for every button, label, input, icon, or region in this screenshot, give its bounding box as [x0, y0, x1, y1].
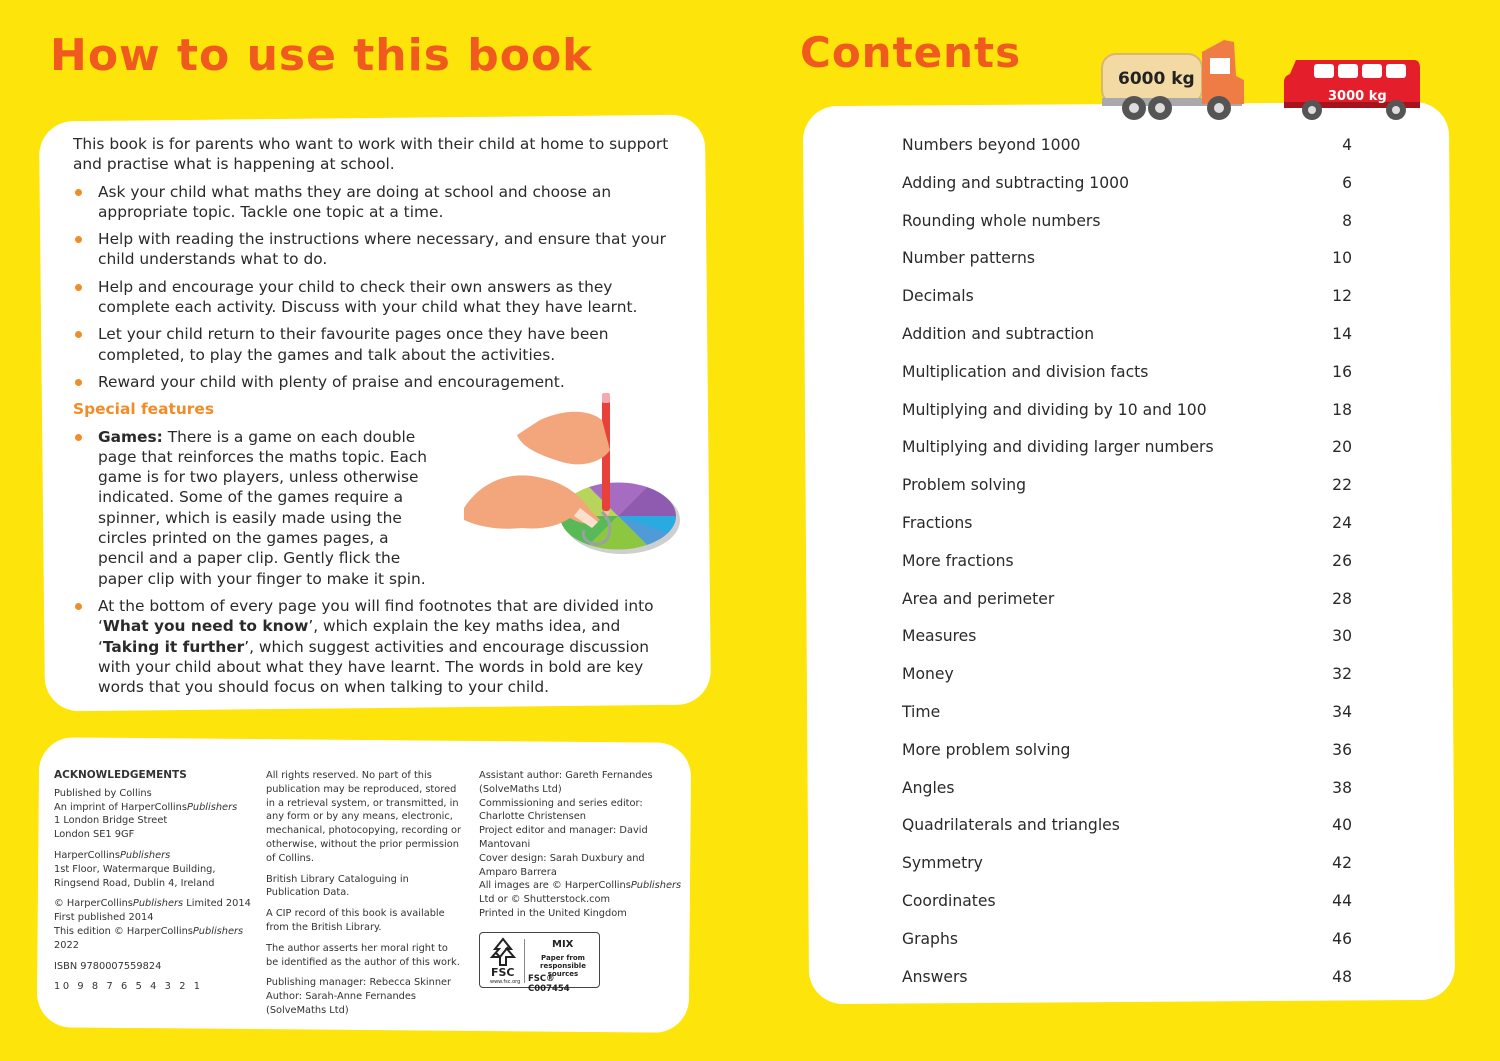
bullet-icon	[75, 379, 82, 386]
fsc-logo	[479, 932, 600, 994]
ireland-address-block: HarperCollinsPublishers 1st Floor, Watermarque Building, Ringsend Road, Dublin 4, Ireland	[54, 849, 216, 889]
fsc-divider	[524, 939, 525, 983]
games-text: There is a game on each double page that reinforces the maths topic. Each game is for two players, unless otherwise indicated. Some of the games require a spinner, which is easily made using the circles printed on the games pages, a pencil and a paper clip. Gently flick the paper clip with your finger to make it spin.	[98, 427, 428, 588]
bullet-icon	[75, 189, 82, 196]
bullet-icon	[75, 603, 82, 610]
bullet-icon	[75, 331, 82, 338]
fsc-mix: MIX	[552, 939, 574, 950]
fsc-code: FSC® C007454	[528, 974, 570, 994]
print-run: 10 9 8 7 6 5 4 3 2 1	[54, 981, 203, 993]
publisher-block: Published by Collins An imprint of HarperCollinsPublishers 1 London Bridge Street London SE1 9GF	[54, 787, 238, 841]
toc-entry[interactable]: Rounding whole numbers 8	[902, 211, 1352, 230]
cataloguing-paragraph: British Library Cataloguing in Publication Data.	[266, 873, 409, 899]
contents-title: Contents	[800, 28, 1022, 77]
credit-line: Cover design: Sarah Duxbury and Amparo Barrera	[479, 852, 645, 878]
acknowledgements-column-3	[479, 769, 683, 921]
toc-entry[interactable]: Money 32	[902, 665, 1352, 684]
bus-weight-label: 3000 kg	[1328, 89, 1387, 104]
special-features-heading: Special features	[73, 400, 214, 419]
toc-entry[interactable]: Coordinates 44	[902, 891, 1352, 910]
toc-entry[interactable]: Area and perimeter 28	[902, 589, 1352, 608]
credit-line: Project editor and manager: David Mantovani	[479, 825, 648, 850]
toc-entry[interactable]: Multiplication and division facts 16	[902, 362, 1352, 381]
toc-entry[interactable]: Addition and subtraction 14	[902, 324, 1352, 343]
fsc-word: FSC	[491, 966, 515, 979]
isbn: ISBN 9780007559824	[54, 960, 162, 972]
copyright-block: © HarperCollinsPublishers Limited 2014 First published 2014 This edition © HarperCollinsPublishers 2022	[54, 898, 251, 951]
toc-entry[interactable]: Adding and subtracting 1000 6	[902, 173, 1352, 192]
how-to-use-title: How to use this book	[50, 30, 593, 81]
list-item: Help with reading the instructions where necessary, and ensure that your child understands what to do.	[73, 229, 673, 270]
bullet-icon	[75, 434, 82, 441]
toc-entry[interactable]: Quadrilaterals and triangles 40	[902, 816, 1352, 835]
credit-line: Commissioning and series editor: Charlotte Christensen	[479, 797, 643, 823]
footnotes-item: At the bottom of every page you will find footnotes that are divided into ‘What you need to know’, which explain the key maths idea, and ‘Taking it further’, which suggest activities and encourage discussion with your child about what they have learnt. The words in bold are key words that you should focus on when talking to your child.	[73, 596, 673, 697]
toc-entry[interactable]: Decimals 12	[902, 287, 1352, 306]
toc-entry[interactable]: Number patterns 10	[902, 249, 1352, 268]
games-label: Games:	[98, 427, 163, 446]
spinner-hand-illustration	[462, 390, 682, 565]
taking-it-further: Taking it further	[102, 637, 245, 656]
toc-entry[interactable]: Multiplying and dividing by 10 and 100 18	[902, 400, 1352, 419]
cip-paragraph: A CIP record of this book is available from the British Library.	[266, 908, 445, 933]
list-item: Ask your child what maths they are doing at school and choose an appropriate topic. Tackle one topic at a time.	[73, 182, 673, 223]
fsc-url: www.fsc.org	[490, 979, 521, 985]
intro-paragraph: This book is for parents who want to work with their child at home to support and practise what is happening at school.	[73, 135, 669, 174]
bullet-icon	[75, 284, 82, 291]
toc-entry[interactable]: Graphs 46	[902, 929, 1352, 948]
toc-entry[interactable]: Multiplying and dividing larger numbers 20	[902, 438, 1352, 457]
toc-entry[interactable]: Angles 38	[902, 778, 1352, 797]
credit-line: Assistant author: Gareth Fernandes (SolveMaths Ltd)	[479, 770, 653, 795]
credit-line: Printed in the United Kingdom	[479, 907, 627, 919]
toc-entry[interactable]: More problem solving 36	[902, 740, 1352, 759]
moral-right-paragraph: The author asserts her moral right to be identified as the author of this work.	[266, 942, 460, 968]
bus-illustration	[1282, 56, 1426, 122]
games-item	[73, 427, 438, 589]
acknowledgements-heading: ACKNOWLEDGEMENTS	[54, 769, 187, 781]
list-item: Let your child return to their favourite pages once they have been completed, to play the games and talk about the activities.	[73, 324, 673, 365]
toc-entry[interactable]: Numbers beyond 1000 4	[902, 136, 1352, 154]
bullet-icon	[75, 236, 82, 243]
toc-entry[interactable]: Answers 48	[902, 967, 1352, 986]
toc-entry[interactable]: Symmetry 42	[902, 854, 1352, 873]
truck-illustration	[1098, 36, 1248, 124]
list-item: Reward your child with plenty of praise and encouragement.	[73, 372, 673, 392]
toc-entry[interactable]: Time 34	[902, 702, 1352, 721]
toc-entry[interactable]: Fractions 24	[902, 513, 1352, 532]
what-you-need-to-know: What you need to know	[102, 617, 309, 636]
truck-weight-label: 6000 kg	[1118, 69, 1195, 89]
toc-entry[interactable]: More fractions 26	[902, 551, 1352, 570]
toc-entry[interactable]: Measures 30	[902, 627, 1352, 646]
list-item: Help and encourage your child to check their own answers as they complete each activity. Discuss with your child what they have learnt.	[73, 277, 673, 318]
rights-paragraph: All rights reserved. No part of this publication may be reproduced, stored in a retrieval system, or transmitted, in any form or by any means, electronic, mechanical, photocopying, recording or otherwise, without the prior permission of Collins.	[266, 770, 462, 864]
credits-paragraph: Publishing manager: Rebecca Skinner Author: Sarah-Anne Fernandes (SolveMaths Ltd)	[266, 977, 452, 1016]
credit-line: All images are © HarperCollinsPublishers Ltd or © Shutterstock.com	[479, 880, 682, 906]
acknowledgements-column-2	[266, 769, 462, 1025]
toc-entry[interactable]: Problem solving 22	[902, 476, 1352, 495]
fsc-paper: Paper from responsible sources	[540, 954, 586, 978]
acknowledgements-column-1	[54, 769, 254, 1001]
fsc-tree-icon	[486, 937, 520, 967]
contents-list	[902, 135, 1352, 1004]
